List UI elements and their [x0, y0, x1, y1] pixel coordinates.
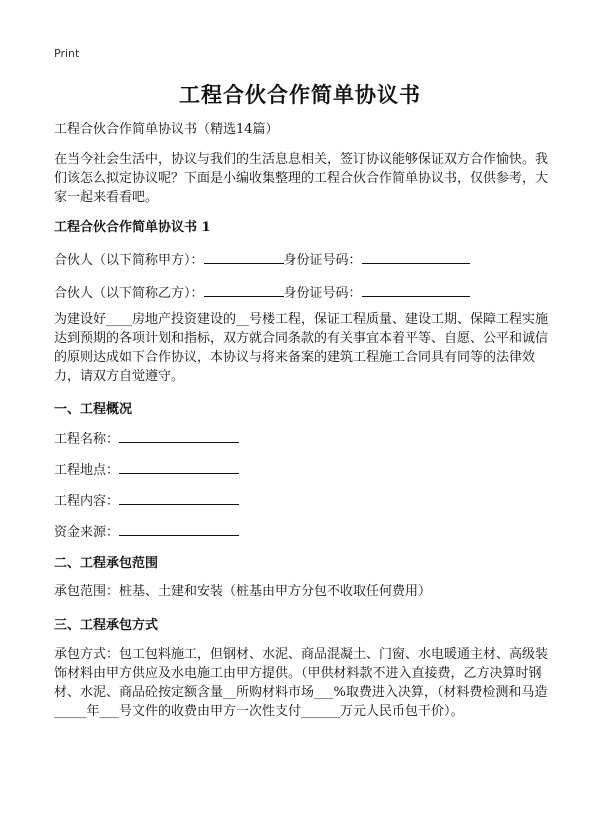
document-title: 工程合伙合作简单协议书 [179, 82, 421, 107]
document-subtitle: 工程合伙合作简单协议书（精选14篇） [54, 122, 279, 137]
project-name-label: 工程名称： [54, 432, 120, 447]
project-location-row [54, 459, 239, 478]
heading-contract-method: 三、工程承包方式 [54, 618, 159, 633]
party-b-id-blank [362, 282, 470, 297]
party-a-label: 合伙人（以下简称甲方）： [54, 253, 204, 268]
funding-blank [119, 521, 239, 536]
section-heading-1: 工程合伙合作简单协议书 1 [54, 220, 211, 235]
heading-project-overview: 一、工程概况 [54, 402, 133, 417]
method-paragraph: 承包方式：包工包料施工，但钢材、水泥、商品混凝土、门窗、水电暖通主材、高级装饰材料由甲方供应及水电施工由甲方提供。（甲供材料款不进入直接费，乙方决算时钢材、水泥、商品砼按定额含量__所购材料市场___%取费进入决算，（材料费检测和马造_____年___号文件的收费由甲方一次性支付______万元人民币包干价）。 [54, 647, 549, 719]
print-link[interactable]: Print [54, 47, 80, 60]
party-b-blank [204, 282, 284, 297]
funding-row [54, 521, 239, 540]
project-name-blank [119, 428, 239, 443]
project-content-label: 工程内容： [54, 494, 120, 509]
party-b-row [54, 282, 470, 301]
purpose-paragraph: 为建设好____房地产投资建设的__号楼工程，保证工程质量、建设工期、保障工程实施达到预期的各项计划和指标，双方就合同条款的有关事宜本着平等、自愿、公平和诚信的原则达成如下合作协议，本协议与将来备案的建筑工程施工合同具有同等的法律效力，请双方自觉遵守。 [54, 312, 549, 384]
party-a-id-blank [362, 249, 470, 264]
party-a-id-label: 身份证号码： [283, 253, 362, 268]
intro-paragraph: 在当今社会生活中，协议与我们的生活息息相关，签订协议能够保证双方合作愉快。我们该怎么拟定协议呢？下面是小编收集整理的工程合伙合作简单协议书，仅供参考，大家一起来看看吧。 [54, 152, 549, 205]
party-a-row [54, 249, 470, 268]
project-location-blank [119, 459, 239, 474]
project-content-row [54, 490, 239, 509]
project-name-row [54, 428, 239, 447]
heading-contract-scope: 二、工程承包范围 [54, 556, 159, 571]
party-a-blank [204, 249, 284, 264]
project-content-blank [119, 490, 239, 505]
party-b-label: 合伙人（以下简称乙方）： [54, 286, 204, 301]
project-location-label: 工程地点： [54, 463, 120, 478]
scope-paragraph: 承包范围：桩基、土建和安装（桩基由甲方分包不收取任何费用） [54, 584, 432, 599]
funding-label: 资金来源： [54, 525, 120, 540]
party-b-id-label: 身份证号码： [283, 286, 362, 301]
